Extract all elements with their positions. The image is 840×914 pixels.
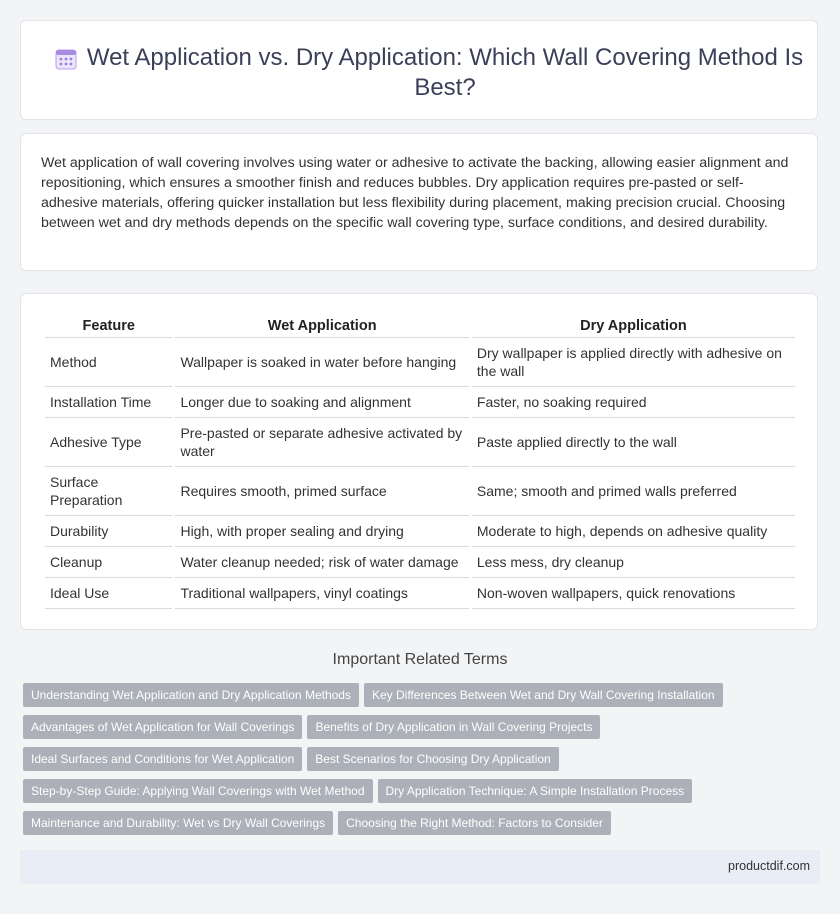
table-cell-dry: Faster, no soaking required (472, 387, 795, 418)
table-row (45, 547, 795, 578)
related-term-tag[interactable]: Step-by-Step Guide: Applying Wall Coverings with Wet Method (23, 779, 373, 803)
related-term-tag[interactable]: Benefits of Dry Application in Wall Covering Projects (307, 715, 600, 739)
related-term-tag[interactable]: Maintenance and Durability: Wet vs Dry Wall Coverings (23, 811, 333, 835)
related-term-tag[interactable]: Ideal Surfaces and Conditions for Wet Application (23, 747, 302, 771)
header-card (20, 20, 818, 120)
footer (20, 850, 820, 884)
table-cell-feature: Method (45, 338, 172, 387)
table-cell-feature: Installation Time (45, 387, 172, 418)
footer-site-link[interactable]: productdif.com (728, 859, 810, 873)
table-cell-wet: Requires smooth, primed surface (175, 467, 468, 516)
related-term-tag[interactable]: Best Scenarios for Choosing Dry Application (307, 747, 558, 771)
table-cell-dry: Less mess, dry cleanup (472, 547, 795, 578)
related-term-tag[interactable]: Understanding Wet Application and Dry Application Methods (23, 683, 359, 707)
table-cell-wet: Longer due to soaking and alignment (175, 387, 468, 418)
table-cell-dry: Dry wallpaper is applied directly with adhesive on the wall (472, 338, 795, 387)
header-wet-application: Wet Application (175, 316, 468, 338)
table-cell-feature: Adhesive Type (45, 418, 172, 467)
header-feature: Feature (45, 316, 172, 338)
intro-paragraph: Wet application of wall covering involves using water or adhesive to activate the backing, allowing easier alignment and repositioning, which ensures a smoother finish and reduces bubbles. Dry application requires pre-pasted or self-adhesive materials, offering quicker installation but less flexibility during placement, making precision crucial. Choosing between wet and dry methods depends on the specific wall covering type, surface conditions, and desired durability. (41, 155, 789, 231)
table-cell-wet: Water cleanup needed; risk of water damage (175, 547, 468, 578)
header-dry-application: Dry Application (472, 316, 795, 338)
table-cell-dry: Non-woven wallpapers, quick renovations (472, 578, 795, 609)
table-cell-feature: Durability (45, 516, 172, 547)
table-row (45, 387, 795, 418)
table-cell-wet: Pre-pasted or separate adhesive activated by water (175, 418, 468, 467)
related-term-tag[interactable]: Dry Application Technique: A Simple Installation Process (378, 779, 693, 803)
table-row (45, 516, 795, 547)
table-cell-dry: Paste applied directly to the wall (472, 418, 795, 467)
intro-card (20, 133, 818, 271)
table-cell-dry: Moderate to high, depends on adhesive quality (472, 516, 795, 547)
related-term-tag[interactable]: Advantages of Wet Application for Wall Coverings (23, 715, 302, 739)
table-row (45, 418, 795, 467)
table-cell-feature: Surface Preparation (45, 467, 172, 516)
table-row (45, 467, 795, 516)
related-term-tag[interactable]: Choosing the Right Method: Factors to Consider (338, 811, 611, 835)
related-terms-heading: Important Related Terms (332, 651, 508, 668)
table-cell-wet: Traditional wallpapers, vinyl coatings (175, 578, 468, 609)
table-cell-feature: Ideal Use (45, 578, 172, 609)
table-cell-wet: Wallpaper is soaked in water before hanging (175, 338, 468, 387)
table-cell-dry: Same; smooth and primed walls preferred (472, 467, 795, 516)
related-terms-list (23, 683, 823, 843)
related-term-tag[interactable]: Key Differences Between Wet and Dry Wall Covering Installation (364, 683, 723, 707)
table-cell-wet: High, with proper sealing and drying (175, 516, 468, 547)
table-header-row (45, 316, 795, 338)
page-title: Wet Application vs. Dry Application: Which Wall Covering Method Is Best? (86, 44, 804, 101)
comparison-table (42, 316, 798, 609)
table-cell-feature: Cleanup (45, 547, 172, 578)
table-row (45, 338, 795, 387)
comparison-table-card (20, 293, 818, 630)
table-row (45, 578, 795, 609)
